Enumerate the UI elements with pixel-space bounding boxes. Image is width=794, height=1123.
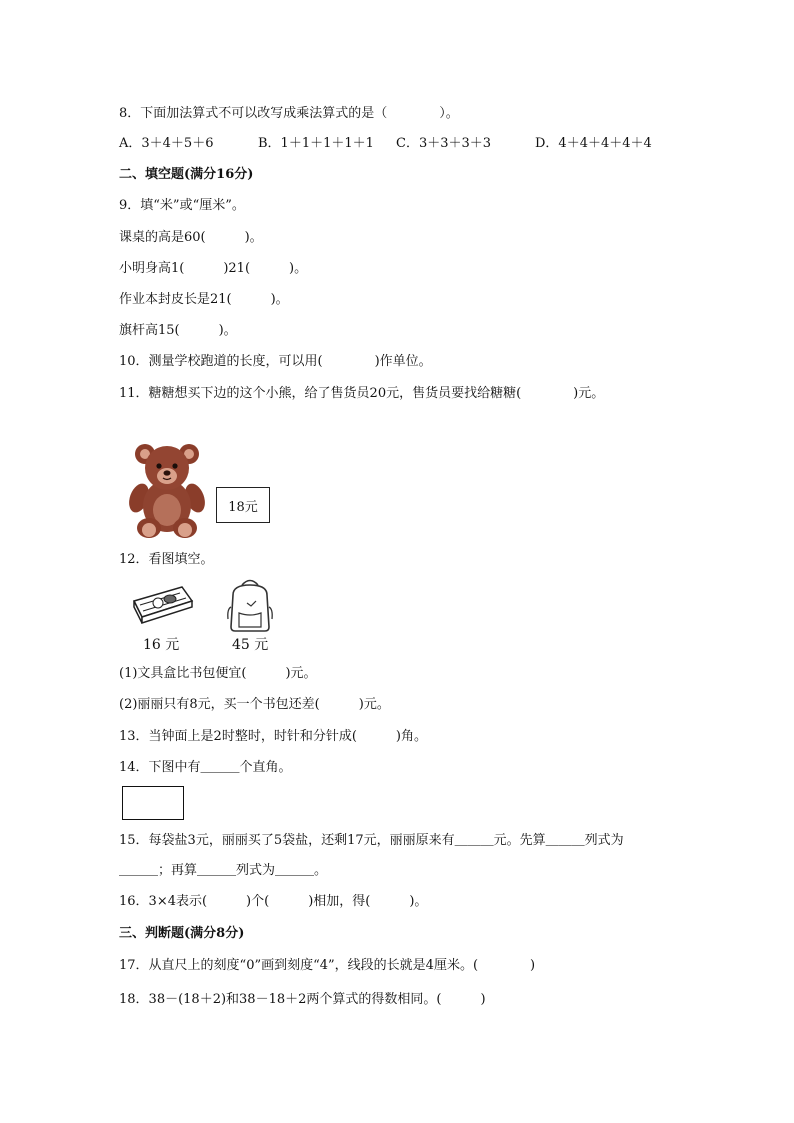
backpack-price: 45 元 <box>232 637 269 653</box>
q9-line-3: 作业本封皮长是21( )。 <box>119 292 289 307</box>
question-16: 16．3×4表示( )个( )相加，得( )。 <box>119 894 428 909</box>
q8-option-c: C．3＋3＋3＋3 <box>396 136 492 151</box>
q12-sub-1: (1)文具盒比书包便宜( )元。 <box>119 666 317 681</box>
section-3-heading: 三、判断题(满分8分) <box>119 926 245 941</box>
q8-option-a: A．3＋4＋5＋6 <box>119 136 214 151</box>
q8-option-d: D．4＋4＋4＋4＋4 <box>535 136 652 151</box>
question-15-line-2: ＿＿＿；再算＿＿＿列式为＿＿＿。 <box>119 863 328 878</box>
backpack-icon <box>225 577 275 633</box>
question-11: 11．糖糖想买下边的这个小熊，给了售货员20元，售货员要找给糖糖( )元。 <box>119 386 605 401</box>
question-18: 18．38－(18＋2)和38－18＋2两个算式的得数相同。( ) <box>119 992 486 1007</box>
pencil-case-icon <box>128 583 194 627</box>
question-13: 13．当钟面上是2时整时，时针和分针成( )角。 <box>119 729 427 744</box>
question-9-stem: 9．填“米”或“厘米”。 <box>119 198 245 213</box>
section-2-heading: 二、填空题(满分16分) <box>119 167 254 182</box>
q8-option-b: B．1＋1＋1＋1＋1 <box>258 136 374 151</box>
q9-line-1: 课桌的高是60( )。 <box>119 230 263 245</box>
rectangle-figure <box>122 786 184 820</box>
teddy-bear-icon <box>129 440 205 540</box>
question-15-line-1: 15．每袋盐3元，丽丽买了5袋盐，还剩17元，丽丽原来有＿＿＿元。先算＿＿＿列式为 <box>119 833 624 848</box>
q12-sub-2: (2)丽丽只有8元，买一个书包还差( )元。 <box>119 697 390 712</box>
question-17: 17．从直尺上的刻度“0”画到刻度“4”，线段的长就是4厘米。( ) <box>119 958 536 973</box>
q9-line-4: 旗杆高15( )。 <box>119 323 237 338</box>
question-8-stem: 8．下面加法算式不可以改写成乘法算式的是（ ）。 <box>119 106 459 121</box>
bear-price-tag: 18元 <box>216 487 270 523</box>
question-10: 10．测量学校跑道的长度，可以用( )作单位。 <box>119 354 432 369</box>
q9-line-2: 小明身高1( )21( )。 <box>119 261 308 276</box>
pencil-case-price: 16 元 <box>143 637 180 653</box>
question-12-stem: 12．看图填空。 <box>119 552 214 567</box>
question-14: 14．下图中有＿＿＿个直角。 <box>119 760 292 775</box>
